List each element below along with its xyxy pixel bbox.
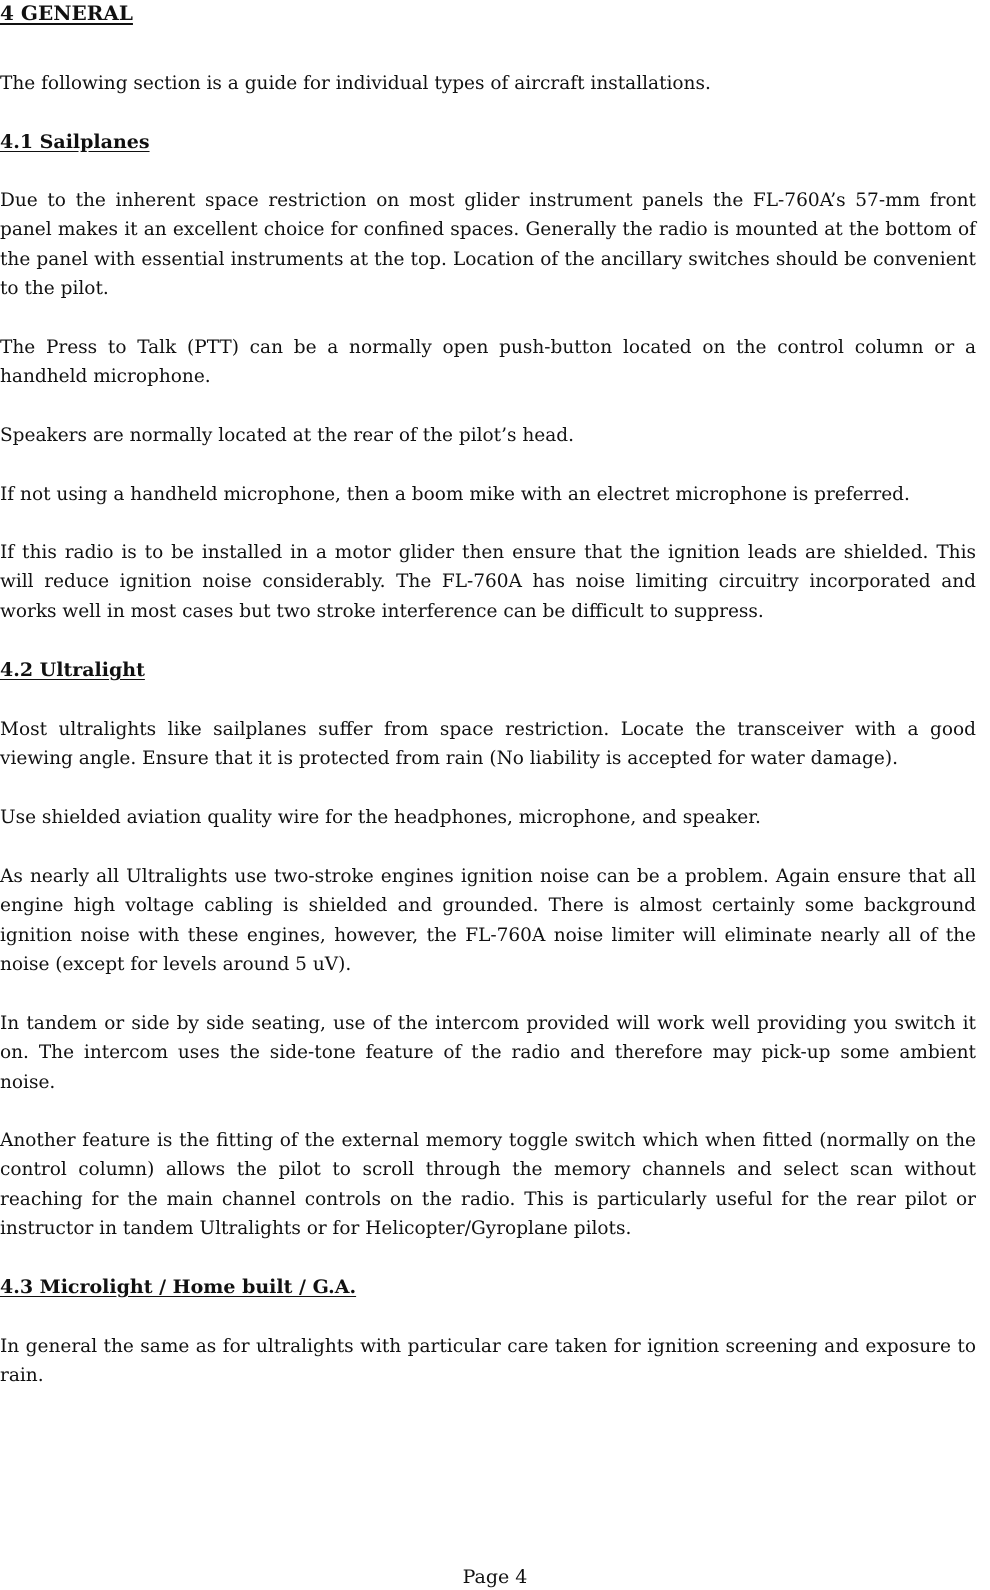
ultralight-paragraph-3: As nearly all Ultralights use two-stroke engines ignition noise can be a problem. Again ensure that all engine high voltage cabling is shielded and grounded. There is almost certainly some background ignition noise with these engines, however, the FL-760A noise limiter will eliminate nearly all of the noise (except for levels around 5 uV). [0,866,976,976]
ultralight-paragraph-4: In tandem or side by side seating, use of the intercom provided will work well providing you switch it on. The intercom uses the side-tone feature of the radio and therefore may pick-up some ambient noise. [0,1013,976,1093]
ultralight-paragraph-1: Most ultralights like sailplanes suffer from space restriction. Locate the transceiver with a good viewing angle. Ensure that it is protected from rain (No liability is accepted for water damage). [0,719,976,770]
sailplanes-paragraph-1: Due to the inherent space restriction on most glider instrument panels the FL-760A’s 57-mm front panel makes it an excellent choice for confined spaces. Generally the radio is mounted at the bottom of the panel with essential instruments at the top. Location of the ancillary switches should be convenient to the pilot. [0,190,976,300]
ultralight-paragraph-2: Use shielded aviation quality wire for the headphones, microphone, and speaker. [0,807,761,828]
sailplanes-heading: 4.1 Sailplanes [0,131,150,153]
section-intro-paragraph: The following section is a guide for individual types of aircraft installations. [0,73,711,94]
ultralight-paragraph-5: Another feature is the fitting of the external memory toggle switch which when fitted (normally on the control column) allows the pilot to scroll through the memory channels and select scan without reaching for the main channel controls on the radio. This is particularly useful for the rear pilot or instructor in tandem Ultralights or for Helicopter/Gyroplane pilots. [0,1130,976,1240]
sailplanes-paragraph-5: If this radio is to be installed in a motor glider then ensure that the ignition leads are shielded. This will reduce ignition noise considerably. The FL-760A has noise limiting circuitry incorporated and works well in most cases but two stroke interference can be difficult to suppress. [0,542,976,622]
microlight-paragraph-1: In general the same as for ultralights with particular care taken for ignition screening and exposure to rain. [0,1336,976,1387]
sailplanes-paragraph-2: The Press to Talk (PTT) can be a normally open push-button located on the control column or a handheld microphone. [0,337,976,388]
ultralight-heading: 4.2 Ultralight [0,659,145,681]
section-title: 4 GENERAL [0,1,133,25]
microlight-heading: 4.3 Microlight / Home built / G.A. [0,1276,357,1298]
sailplanes-paragraph-3: Speakers are normally located at the rear of the pilot’s head. [0,425,574,446]
sailplanes-paragraph-4: If not using a handheld microphone, then a boom mike with an electret microphone is preferred. [0,484,910,505]
page-number: Page 4 [462,1566,528,1588]
